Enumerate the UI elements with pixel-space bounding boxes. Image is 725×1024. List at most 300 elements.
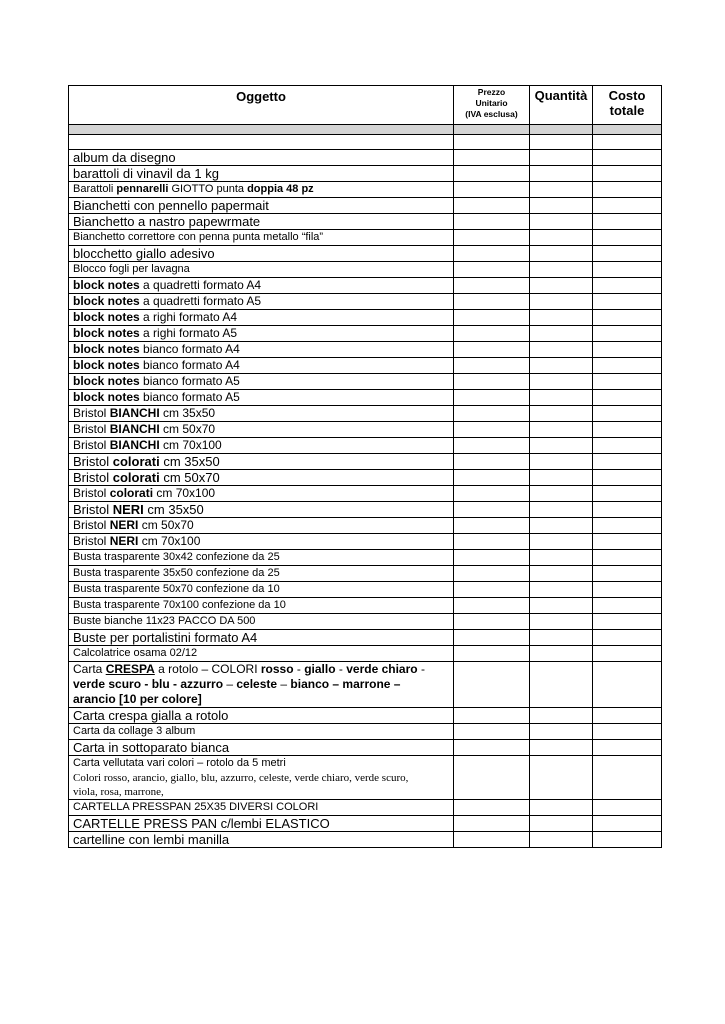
item-text-bold: block notes — [73, 390, 140, 404]
item-text-bold: BIANCHI — [109, 422, 160, 436]
item-cell — [69, 438, 454, 454]
item-cell — [69, 390, 454, 406]
price-cell — [454, 374, 530, 390]
item-cell — [69, 566, 454, 582]
item-text: - — [293, 662, 305, 676]
header-prezzo — [454, 86, 530, 125]
price-cell — [454, 166, 530, 182]
item-text-bold: block notes — [73, 326, 140, 340]
item-text: cm 35x50 — [159, 454, 220, 469]
item-cell — [69, 646, 454, 662]
item-cell — [69, 502, 454, 518]
item-text-bold: BIANCHI — [109, 438, 160, 452]
price-cell — [454, 502, 530, 518]
item-text-bold: block notes — [73, 358, 140, 372]
item-text: a quadretti formato A4 — [139, 278, 262, 292]
price-cell — [454, 326, 530, 342]
item-text: Bristol — [73, 534, 110, 548]
total-cell — [593, 724, 662, 740]
price-cell — [454, 598, 530, 614]
quantity-cell — [530, 150, 593, 166]
table-row — [69, 374, 662, 390]
total-cell — [593, 262, 662, 278]
blank-cell — [530, 135, 593, 150]
item-text: Barattoli — [73, 183, 117, 195]
item-cell — [69, 614, 454, 630]
quantity-cell — [530, 342, 593, 358]
total-cell — [593, 294, 662, 310]
table-row — [69, 262, 662, 278]
total-cell — [593, 230, 662, 246]
item-cell — [69, 534, 454, 550]
quantity-cell — [530, 422, 593, 438]
item-line: Colori rosso, arancio, giallo, blu, azzurro, celeste, verde chiaro, verde scuro, — [73, 772, 409, 784]
quantity-cell — [530, 708, 593, 724]
item-cell — [69, 756, 454, 800]
quantity-cell — [530, 614, 593, 630]
item-text: Bianchetto correttore con penna punta metallo “fila” — [73, 231, 324, 243]
table-row — [69, 566, 662, 582]
total-cell — [593, 374, 662, 390]
item-text: CARTELLE PRESS PAN c/lembi ELASTICO — [73, 816, 330, 831]
item-cell — [69, 582, 454, 598]
item-text: cartelline con lembi manilla — [73, 832, 230, 847]
table-row — [69, 582, 662, 598]
item-text: Bristol — [73, 502, 113, 517]
quantity-cell — [530, 294, 593, 310]
item-text: Busta trasparente 35x50 confezione da 25 — [73, 567, 280, 579]
item-cell — [69, 470, 454, 486]
quantity-cell — [530, 310, 593, 326]
total-cell — [593, 326, 662, 342]
blank-cell — [454, 135, 530, 150]
quantity-cell — [530, 166, 593, 182]
item-text: Bristol — [73, 518, 110, 532]
table-row — [69, 470, 662, 486]
total-cell — [593, 486, 662, 502]
item-text-bold: verde scuro - blu - azzurro — [73, 677, 224, 691]
item-text: CARTELLA PRESSPAN 25X35 DIVERSI COLORI — [73, 801, 319, 813]
item-text: Bristol — [73, 422, 110, 436]
item-text-bold: rosso — [260, 662, 294, 676]
item-text: Busta trasparente 50x70 confezione da 10 — [73, 583, 280, 595]
item-cell — [69, 486, 454, 502]
table-row — [69, 342, 662, 358]
table-row — [69, 246, 662, 262]
item-line — [73, 692, 453, 707]
item-cell — [69, 708, 454, 724]
quantity-cell — [530, 198, 593, 214]
price-cell — [454, 708, 530, 724]
quantity-cell — [530, 390, 593, 406]
quantity-cell — [530, 182, 593, 198]
table-row — [69, 646, 662, 662]
price-cell — [454, 214, 530, 230]
price-cell — [454, 518, 530, 534]
quantity-cell — [530, 582, 593, 598]
item-cell — [69, 326, 454, 342]
item-cell — [69, 550, 454, 566]
item-text: barattoli di vinavil da 1 kg — [73, 166, 219, 181]
quantity-cell — [530, 756, 593, 800]
item-text: bianco formato A4 — [139, 358, 240, 372]
item-cell — [69, 278, 454, 294]
total-cell — [593, 502, 662, 518]
price-cell — [454, 614, 530, 630]
grey-cell — [593, 125, 662, 135]
total-cell — [593, 246, 662, 262]
quantity-cell — [530, 486, 593, 502]
item-table — [68, 85, 662, 848]
price-cell — [454, 646, 530, 662]
table-row — [69, 724, 662, 740]
item-text: cm 35x50 — [143, 502, 204, 517]
item-text: Bianchetto a nastro papewrmate — [73, 214, 261, 229]
item-text-bold: colorati — [112, 470, 160, 485]
table-row — [69, 800, 662, 816]
item-text: Bristol — [73, 486, 110, 500]
price-cell — [454, 470, 530, 486]
item-cell — [69, 214, 454, 230]
quantity-cell — [530, 454, 593, 470]
table-row — [69, 756, 662, 800]
item-cell — [69, 598, 454, 614]
quantity-cell — [530, 816, 593, 832]
item-text: Bristol — [73, 470, 113, 485]
item-cell — [69, 294, 454, 310]
item-text-bold: BIANCHI — [109, 406, 160, 420]
quantity-cell — [530, 566, 593, 582]
item-text-bold: verde chiaro — [346, 662, 418, 676]
item-line: viola, rosa, marrone, — [73, 786, 164, 798]
item-text: album da disegno — [73, 150, 176, 165]
price-cell — [454, 182, 530, 198]
header-prezzo-line2: Unitario — [475, 98, 508, 108]
item-text-bold: block notes — [73, 342, 140, 356]
total-cell — [593, 550, 662, 566]
item-text: Bianchetti con pennello papermait — [73, 198, 269, 213]
price-cell — [454, 150, 530, 166]
item-text: cm 70x100 — [153, 486, 216, 500]
total-cell — [593, 470, 662, 486]
total-cell — [593, 422, 662, 438]
quantity-cell — [530, 374, 593, 390]
table-row — [69, 326, 662, 342]
item-cell — [69, 198, 454, 214]
item-text: Calcolatrice osama 02/12 — [73, 647, 198, 659]
header-prezzo-line1: Prezzo — [477, 87, 506, 97]
item-cell — [69, 724, 454, 740]
table-row — [69, 708, 662, 724]
price-cell — [454, 832, 530, 848]
price-cell — [454, 198, 530, 214]
price-cell — [454, 310, 530, 326]
grey-cell — [69, 125, 454, 135]
header-row — [69, 86, 662, 125]
table-row — [69, 150, 662, 166]
header-costo-line2: totale — [609, 103, 645, 118]
item-cell — [69, 740, 454, 756]
total-cell — [593, 310, 662, 326]
price-cell — [454, 278, 530, 294]
table-row — [69, 390, 662, 406]
table-row — [69, 182, 662, 198]
price-cell — [454, 422, 530, 438]
price-cell — [454, 630, 530, 646]
item-cell — [69, 518, 454, 534]
quantity-cell — [530, 740, 593, 756]
item-text: cm 50x70 — [138, 518, 194, 532]
item-cell — [69, 800, 454, 816]
total-cell — [593, 614, 662, 630]
total-cell — [593, 150, 662, 166]
item-text-bold: celeste — [236, 677, 278, 691]
item-text: – — [277, 677, 291, 691]
table-row — [69, 502, 662, 518]
table-row — [69, 740, 662, 756]
table-row — [69, 630, 662, 646]
total-cell — [593, 662, 662, 708]
total-cell — [593, 630, 662, 646]
table-row — [69, 662, 662, 708]
item-text: Carta da collage 3 album — [73, 725, 196, 737]
item-text: bianco formato A5 — [139, 374, 240, 388]
total-cell — [593, 740, 662, 756]
total-cell — [593, 342, 662, 358]
quantity-cell — [530, 438, 593, 454]
table-row — [69, 518, 662, 534]
header-costo — [593, 86, 662, 125]
table-row — [69, 310, 662, 326]
item-text: Busta trasparente 30x42 confezione da 25 — [73, 551, 280, 563]
item-text: a rotolo – COLORI — [154, 662, 261, 676]
table-row — [69, 166, 662, 182]
item-cell — [69, 342, 454, 358]
table-row — [69, 534, 662, 550]
price-cell — [454, 406, 530, 422]
price-cell — [454, 800, 530, 816]
price-cell — [454, 816, 530, 832]
total-cell — [593, 390, 662, 406]
quantity-cell — [530, 278, 593, 294]
item-cell — [69, 406, 454, 422]
price-cell — [454, 438, 530, 454]
quantity-cell — [530, 646, 593, 662]
item-cell — [69, 230, 454, 246]
table-row — [69, 454, 662, 470]
item-cell — [69, 262, 454, 278]
item-text: Carta crespa gialla a rotolo — [73, 708, 229, 723]
item-line: Carta vellutata vari colori – rotolo da 5 metri — [73, 757, 286, 769]
item-text-bold: block notes — [73, 294, 140, 308]
price-cell — [454, 724, 530, 740]
item-text: Bristol — [73, 438, 110, 452]
table-row — [69, 406, 662, 422]
item-cell — [69, 246, 454, 262]
item-cell — [69, 662, 454, 708]
item-text-bold: NERI — [112, 502, 144, 517]
item-cell — [69, 166, 454, 182]
total-cell — [593, 358, 662, 374]
quantity-cell — [530, 832, 593, 848]
item-text: Blocco fogli per lavagna — [73, 263, 190, 275]
quantity-cell — [530, 214, 593, 230]
price-cell — [454, 534, 530, 550]
total-cell — [593, 832, 662, 848]
price-cell — [454, 230, 530, 246]
item-text: a quadretti formato A5 — [139, 294, 262, 308]
quantity-cell — [530, 630, 593, 646]
item-text-bold: colorati — [112, 454, 160, 469]
price-cell — [454, 756, 530, 800]
item-text: – — [223, 677, 237, 691]
item-text: Carta — [73, 662, 106, 676]
total-cell — [593, 582, 662, 598]
item-text-bold: block notes — [73, 374, 140, 388]
item-text: a righi formato A5 — [139, 326, 238, 340]
item-text-bold: giallo — [304, 662, 336, 676]
item-cell — [69, 630, 454, 646]
total-cell — [593, 198, 662, 214]
item-cell — [69, 358, 454, 374]
quantity-cell — [530, 406, 593, 422]
total-cell — [593, 454, 662, 470]
total-cell — [593, 708, 662, 724]
item-text: - — [417, 662, 425, 676]
item-text-bold: NERI — [109, 518, 139, 532]
total-cell — [593, 166, 662, 182]
header-prezzo-line3: (IVA esclusa) — [465, 109, 518, 119]
quantity-cell — [530, 502, 593, 518]
table-row — [69, 550, 662, 566]
item-text: GIOTTO punta — [168, 183, 248, 195]
price-cell — [454, 662, 530, 708]
grey-cell — [530, 125, 593, 135]
item-text: a righi formato A4 — [139, 310, 238, 324]
item-text-bold: block notes — [73, 278, 140, 292]
table-row — [69, 614, 662, 630]
item-text: blocchetto giallo adesivo — [73, 246, 215, 261]
item-text: Busta trasparente 70x100 confezione da 10 — [73, 599, 286, 611]
total-cell — [593, 816, 662, 832]
quantity-cell — [530, 662, 593, 708]
total-cell — [593, 518, 662, 534]
price-cell — [454, 566, 530, 582]
total-cell — [593, 800, 662, 816]
table-row — [69, 816, 662, 832]
quantity-cell — [530, 358, 593, 374]
total-cell — [593, 646, 662, 662]
grey-separator-row — [69, 125, 662, 135]
blank-cell — [593, 135, 662, 150]
price-cell — [454, 582, 530, 598]
item-cell — [69, 374, 454, 390]
price-cell — [454, 246, 530, 262]
quantity-cell — [530, 246, 593, 262]
item-text: bianco formato A5 — [139, 390, 240, 404]
header-quantita: Quantità — [530, 86, 593, 125]
item-text: - — [335, 662, 347, 676]
quantity-cell — [530, 262, 593, 278]
quantity-cell — [530, 326, 593, 342]
item-text: Bristol — [73, 406, 110, 420]
price-cell — [454, 294, 530, 310]
item-text: Buste per portalistini formato A4 — [73, 630, 258, 645]
blank-cell — [69, 135, 454, 150]
item-cell — [69, 816, 454, 832]
table-row — [69, 198, 662, 214]
header-costo-line1: Costo — [608, 88, 646, 103]
total-cell — [593, 278, 662, 294]
item-text: cm 50x70 — [159, 422, 216, 436]
item-text: cm 70x100 — [138, 534, 201, 548]
item-text-bold: pennarelli — [116, 183, 169, 195]
item-text: Buste bianche 11x23 PACCO DA 500 — [73, 615, 256, 627]
table-row — [69, 598, 662, 614]
grey-cell — [454, 125, 530, 135]
item-text: Carta in sottoparato bianca — [73, 740, 230, 755]
table-row — [69, 422, 662, 438]
item-text: cm 70x100 — [159, 438, 222, 452]
table-row — [69, 230, 662, 246]
total-cell — [593, 214, 662, 230]
item-text: cm 35x50 — [159, 406, 216, 420]
price-cell — [454, 454, 530, 470]
item-text: bianco formato A4 — [139, 342, 240, 356]
item-cell — [69, 182, 454, 198]
quantity-cell — [530, 550, 593, 566]
item-cell — [69, 310, 454, 326]
item-text-bold: colorati — [109, 486, 154, 500]
table-row — [69, 278, 662, 294]
item-text-bold: NERI — [109, 534, 139, 548]
price-cell — [454, 358, 530, 374]
price-cell — [454, 390, 530, 406]
total-cell — [593, 182, 662, 198]
item-text-bold: block notes — [73, 310, 140, 324]
table-row — [69, 294, 662, 310]
price-cell — [454, 486, 530, 502]
table-row — [69, 358, 662, 374]
quantity-cell — [530, 534, 593, 550]
quantity-cell — [530, 800, 593, 816]
total-cell — [593, 406, 662, 422]
price-cell — [454, 740, 530, 756]
item-cell — [69, 454, 454, 470]
quantity-cell — [530, 230, 593, 246]
price-cell — [454, 262, 530, 278]
item-text: cm 50x70 — [159, 470, 220, 485]
table-row — [69, 832, 662, 848]
item-cell — [69, 422, 454, 438]
item-cell — [69, 832, 454, 848]
header-oggetto: Oggetto — [69, 86, 454, 125]
total-cell — [593, 598, 662, 614]
quantity-cell — [530, 598, 593, 614]
quantity-cell — [530, 518, 593, 534]
price-cell — [454, 550, 530, 566]
item-cell — [69, 150, 454, 166]
item-text-bold: CRESPA — [105, 662, 155, 676]
quantity-cell — [530, 724, 593, 740]
item-line — [73, 662, 453, 677]
item-text-bold: bianco – marrone – — [290, 677, 401, 691]
item-text-bold: arancio [10 per colore] — [73, 692, 202, 706]
total-cell — [593, 534, 662, 550]
blank-row — [69, 135, 662, 150]
table-row — [69, 214, 662, 230]
item-text: Bristol — [73, 454, 113, 469]
